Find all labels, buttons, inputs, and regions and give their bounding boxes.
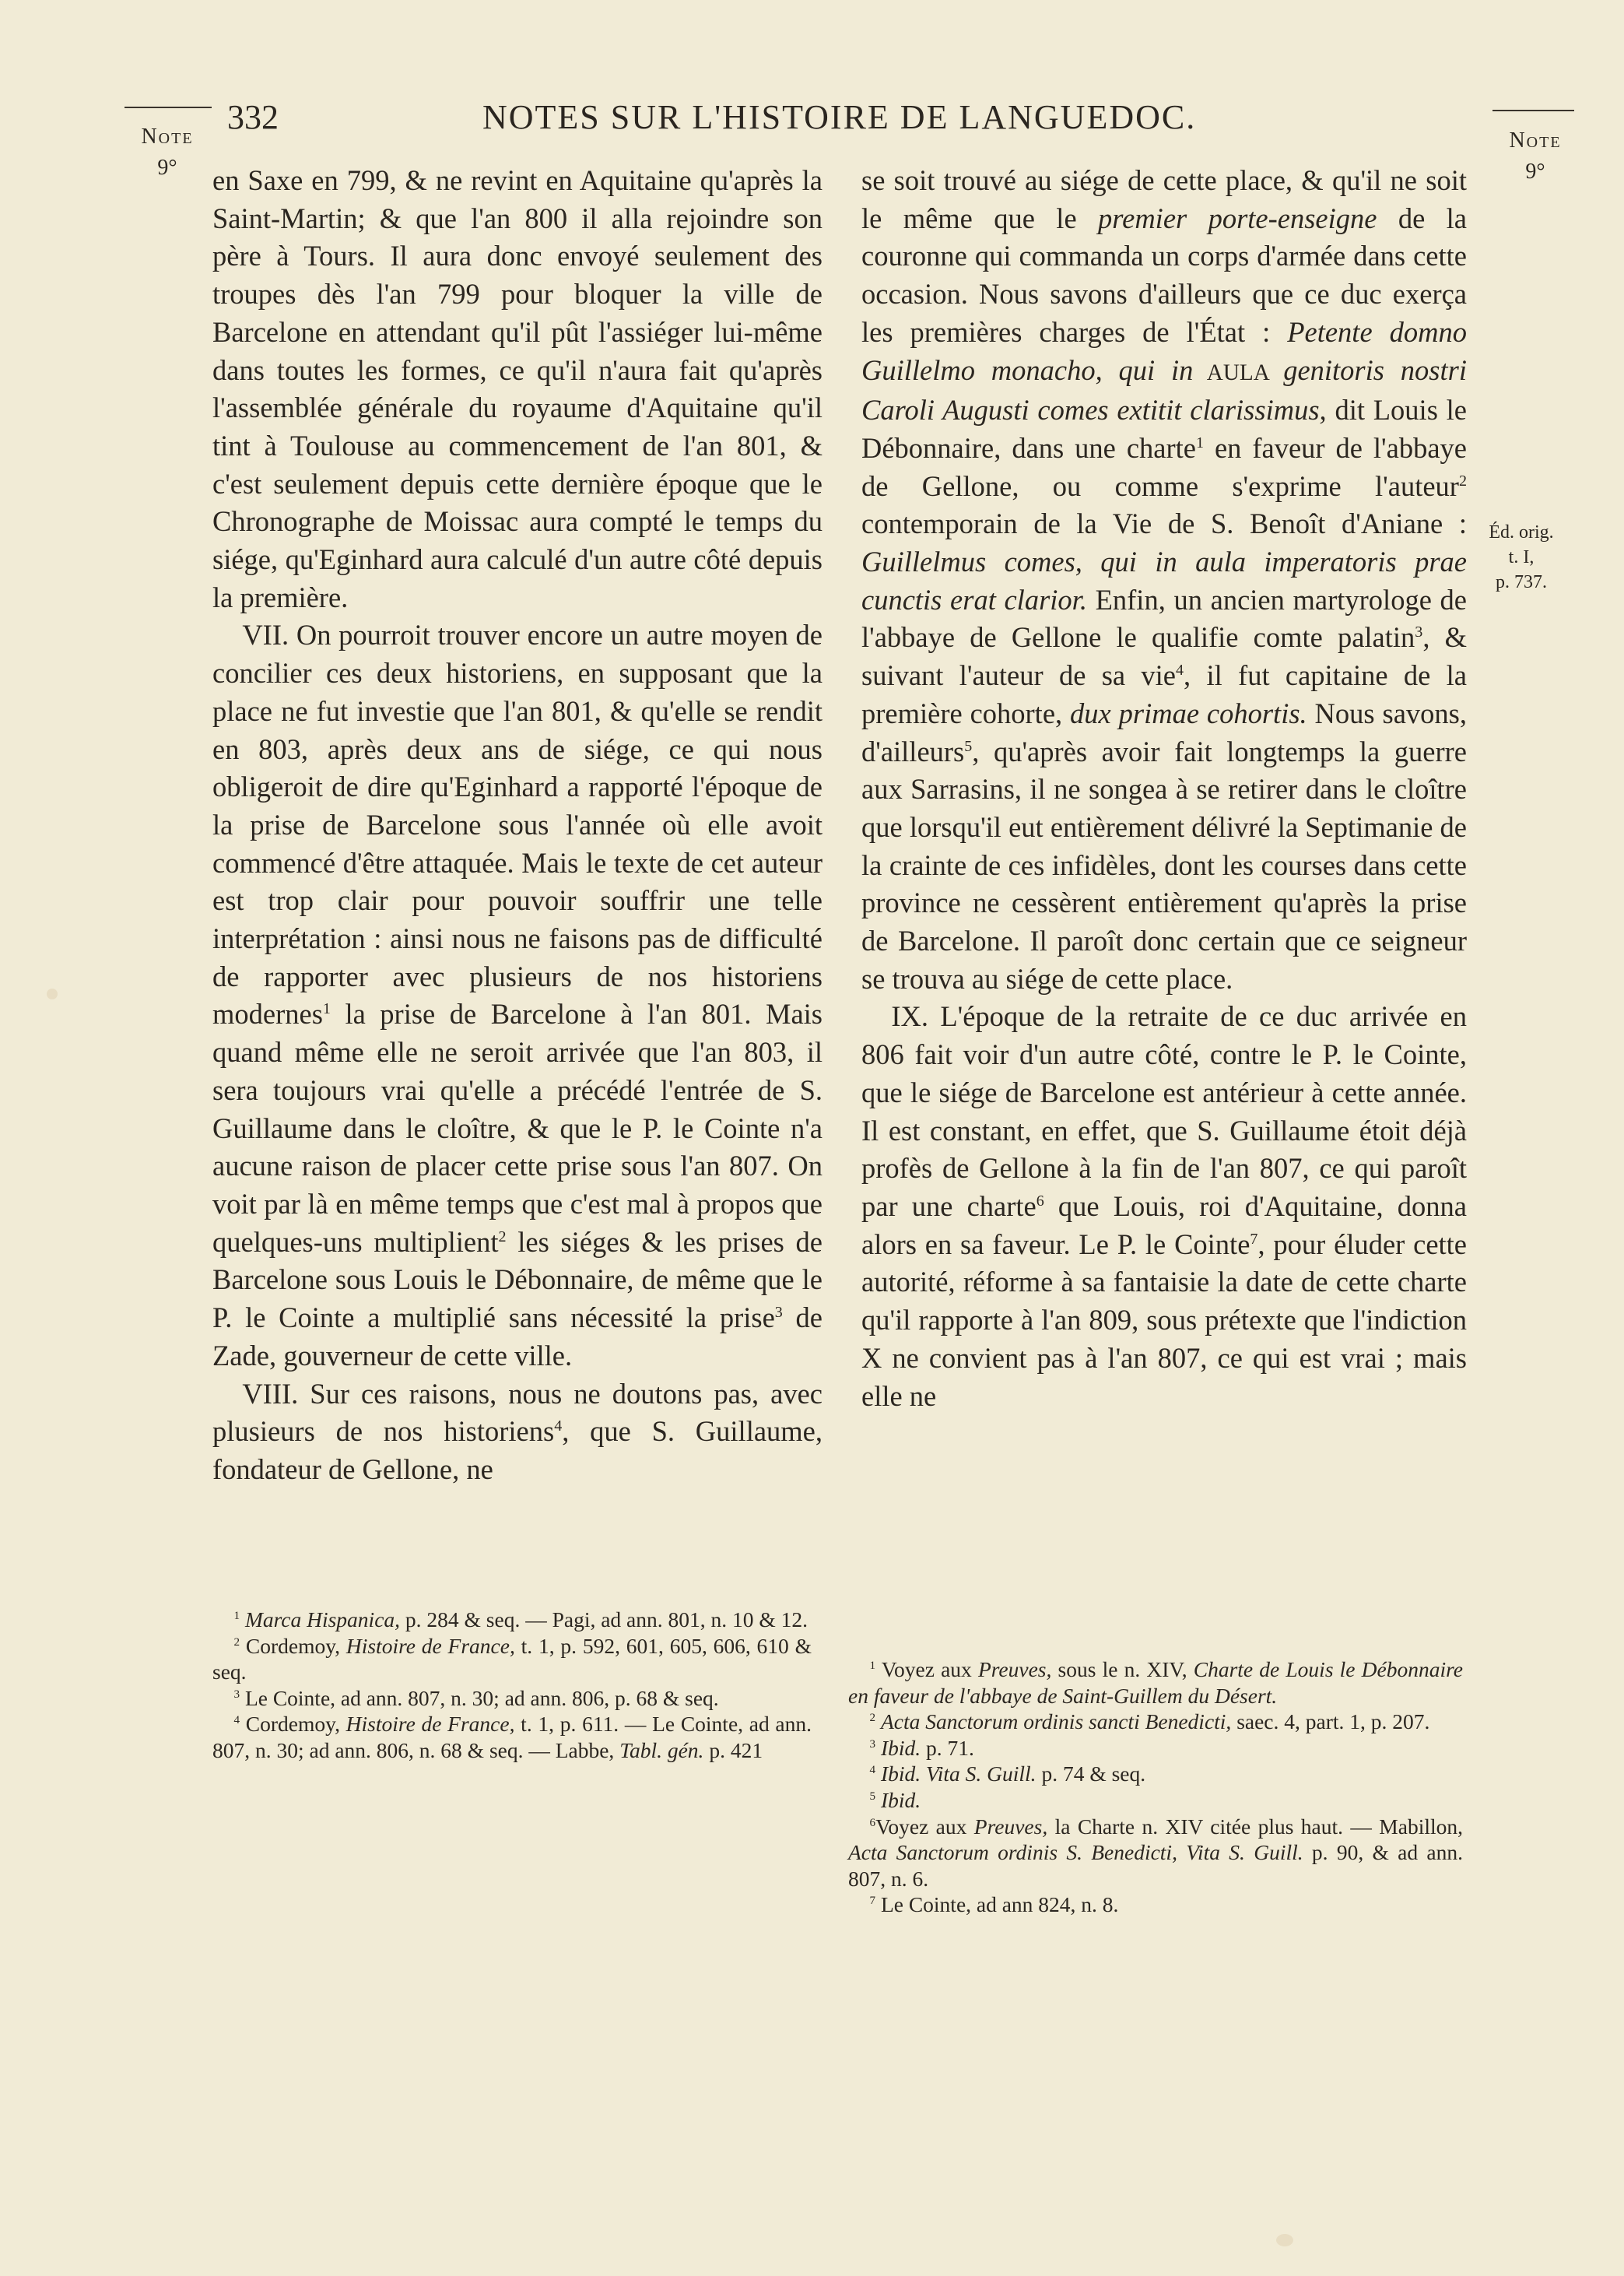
footnote — [848, 1656, 1463, 1709]
footnote-number: 4 — [233, 1714, 240, 1727]
italic-run: genitoris nostri Caroli Augusti comes extitit clarissimus, — [861, 353, 1467, 427]
text-run: en Saxe en 799, & ne revint en Aquitaine qu'après la Saint-Martin; & que l'an 800 il alla rejoindre son père à Tours. Il aura donc envoyé seulement des troupes dès l'an 799 pour bloquer la ville de Barcelone en attendant qu'il pût l'assiéger lui-même dans toutes les formes, ce qu'il n'aura fait qu'après l'assemblée générale du royaume d'Aquitaine qu'il tint à Toulouse au commencement de l'an 801, & c'est seulement depuis cette dernière époque que le Chronographe de Moissac aura compté le temps du siége, qu'Eginhard aura calculé d'un autre côté depuis la première. — [212, 164, 823, 613]
italic-run: Marca Hispanica, — [244, 1607, 401, 1631]
paragraph-vii — [212, 616, 823, 1375]
footnote-number: 1 — [233, 1609, 240, 1622]
margin-edition-line: p. 737. — [1496, 572, 1547, 592]
paper-stain — [1276, 2234, 1293, 2246]
text-run: de Zade, gouverneur de cette ville. — [212, 1301, 823, 1372]
text-run: Voyez aux — [875, 1657, 978, 1681]
footnote — [848, 1787, 1463, 1814]
paragraph — [861, 162, 1467, 998]
right-column — [861, 162, 1467, 1415]
note-number-left: 9° — [157, 156, 177, 180]
paragraph-ix — [861, 998, 1467, 1415]
text-run: Le Cointe, ad ann. 807, n. 30; ad ann. 806, p. 68 & seq. — [240, 1685, 719, 1710]
text-run: p. 90, & ad ann. 807, n. 6. — [848, 1840, 1463, 1891]
footnote-ref: 2 — [1458, 472, 1467, 490]
italic-run: dux primae cohortis. — [1070, 697, 1307, 729]
footnotes-right — [848, 1656, 1463, 1918]
text-run: de la couronne qui commanda un corps d'armée dans cette occasion. Nous savons d'ailleurs que ce duc exerça les premières charges de l'État : — [861, 202, 1467, 348]
footnote — [212, 1685, 812, 1712]
text-run: la Charte n. XIV citée plus haut. — Mabillon, — [1047, 1814, 1463, 1839]
note-label-right: Note — [1509, 128, 1562, 153]
text-run: sous le n. XIV, — [1051, 1657, 1194, 1681]
footnote-ref: 4 — [1176, 661, 1184, 679]
running-title: NOTES SUR L'HISTOIRE DE LANGUEDOC. — [482, 98, 1197, 136]
footnote-ref: 6 — [1036, 1192, 1044, 1210]
footnote-ref: 3 — [774, 1303, 783, 1321]
text-run: , pour éluder cette autorité, réforme à sa fantaisie la date de cette charte qu'il rapporte à l'an 809, sous prétexte que l'indiction X ne convient pas à l'an 807, ce qui est vrai ; mais elle ne — [861, 1228, 1468, 1412]
text-run: VIII. Sur ces raisons, nous ne doutons pas, avec plusieurs de nos historiens — [212, 1377, 823, 1448]
text-run: Le Cointe, ad ann 824, n. 8. — [875, 1892, 1119, 1917]
italic-run: Ibid. — [880, 1735, 921, 1760]
paragraph — [212, 162, 823, 616]
note-label-left: Note — [141, 125, 194, 149]
footnote-ref: 5 — [964, 737, 973, 755]
text-run: p. 284 & seq. — Pagi, ad ann. 801, n. 10 & 12. — [400, 1607, 808, 1631]
italic-run: Petente domno Guillelmo monacho, qui in — [861, 315, 1467, 386]
paper-stain — [47, 989, 58, 999]
italic-run: Histoire de France, — [345, 1633, 515, 1658]
footnote-number: 2 — [869, 1712, 876, 1725]
footnote — [212, 1633, 812, 1685]
italic-run: premier porte-enseigne — [1098, 202, 1377, 234]
margin-edition-line: t. I, — [1508, 547, 1535, 567]
text-run: , qu'après avoir fait longtemps la guerre aux Sarrasins, il ne songea à se retirer dans le cloître que lorsqu'il eut entièrement délivré la Septimanie de la crainte de ces infidèles, dont les courses dans cette province ne cessèrent entièrement qu'après la prise de Barcelone. Il paroît donc certain que ce seigneur se trouva au siége de cette place. — [861, 735, 1467, 995]
footnote-number: 3 — [233, 1688, 240, 1701]
text-run: , que S. Guillaume, fondateur de Gellone, ne — [212, 1415, 823, 1485]
text-run: saec. 4, part. 1, p. 207. — [1231, 1709, 1430, 1734]
italic-run: Ibid. Vita S. Guill. — [880, 1761, 1036, 1786]
footnote-ref: 4 — [554, 1417, 563, 1435]
text-run: t. 1, p. 592, 601, 605, 606, 610 & seq. — [212, 1633, 812, 1684]
text-run: p. 71. — [921, 1735, 974, 1760]
italic-run: Histoire de France, — [345, 1712, 515, 1737]
footnote — [848, 1709, 1463, 1735]
text-run: Cordemoy, — [240, 1712, 346, 1737]
footnote-number: 1 — [869, 1659, 876, 1672]
footnote-number: 7 — [869, 1895, 876, 1908]
text-run: IX. L'époque de la retraite de ce duc arrivée en 806 fait voir d'un autre côté, contre le P. le Cointe, que le siége de Barcelone est antérieur à cette année. Il est constant, en effet, que S. Guillaume étoit déjà profès de Gellone à la fin de l'an 807, ce qui paroît par une charte — [861, 1000, 1467, 1222]
text-run: , il fut capitaine de la première cohorte, — [861, 659, 1468, 729]
footnotes-left — [212, 1607, 812, 1764]
text-run: se soit trouvé au siége de cette place, & qu'il ne soit le même que le — [861, 164, 1467, 234]
header-rule-right — [1492, 110, 1574, 111]
italic-run: Charte de Louis le Débonnaire en faveur de l'abbaye de Saint-Guillem du Désert. — [848, 1657, 1464, 1708]
text-run: que Louis, roi d'Aquitaine, donna alors en sa faveur. Le P. le Cointe — [861, 1189, 1467, 1260]
text-run: la prise de Barcelone à l'an 801. Mais quand même elle ne seroit arrivée que l'an 803, il sera toujours vrai qu'elle a précédé l'entrée de S. Guillaume dans le cloître, & que le P. le Cointe n'a aucune raison de placer cette prise sous l'an 807. On voit par là en même temps que c'est mal à propos que quelques-uns multiplient — [212, 998, 823, 1258]
footnote — [848, 1891, 1463, 1918]
footnote-number: 4 — [869, 1764, 876, 1777]
text-run: , & suivant l'auteur de sa vie — [861, 621, 1467, 692]
left-column — [212, 162, 823, 1489]
text-run: Enfin, un ancien martyrologe de l'abbaye de Gellone le qualifie comte palatin — [861, 583, 1467, 654]
note-number-right: 9° — [1525, 160, 1545, 184]
margin-edition-reference — [1475, 520, 1568, 595]
text-run: Voyez aux — [875, 1814, 974, 1839]
footnote-number: 5 — [869, 1790, 876, 1803]
italic-run: Acta Sanctorum ordinis sancti Benedicti, — [880, 1709, 1232, 1734]
text-run: Cordemoy, — [240, 1633, 346, 1658]
page-number: 332 — [227, 98, 279, 136]
footnote-ref: 2 — [498, 1228, 507, 1245]
footnote — [848, 1814, 1463, 1892]
paragraph-viii — [212, 1375, 823, 1489]
footnote — [212, 1711, 812, 1763]
text-run: dit Louis le Débonnaire, dans une charte — [861, 394, 1468, 464]
italic-run: Ibid. — [880, 1787, 921, 1812]
footnote-number: 3 — [869, 1737, 876, 1751]
text-run: VII. On pourroit trouver encore un autre moyen de concilier ces deux historiens, en supposant que la place ne fut investie que l'an 801, & qu'elle se rendit en 803, après deux ans de siége, ce qui nous obligeroit de dire qu'Eginhard a rapporté l'époque de la prise de Barcelone sous l'année où elle avoit commencé d'être attaquée. Mais le texte de cet auteur est trop clair pour pouvoir souffrir une telle interprétation : ainsi nous ne faisons pas de difficulté de rapporter avec plusieurs de nos historiens modernes — [212, 619, 823, 1031]
footnote-ref: 1 — [1195, 434, 1205, 451]
footnote — [848, 1761, 1463, 1787]
footnote-ref: 3 — [1415, 623, 1423, 641]
italic-run: Tabl. gén. — [619, 1737, 704, 1762]
header-rule-left — [125, 107, 212, 108]
footnote-number: 2 — [233, 1635, 240, 1649]
text-run: en faveur de l'abbaye de Gellone, ou comme s'exprime l'auteur — [861, 431, 1467, 502]
footnote-ref: 7 — [1250, 1230, 1258, 1248]
footnote — [212, 1607, 812, 1633]
italic-run: Acta Sanctorum ordinis S. Benedicti, Vita S. Guill. — [848, 1840, 1303, 1865]
text-run: Nous savons, d'ailleurs — [861, 697, 1467, 767]
smallcaps-run: AULA — [1193, 360, 1284, 385]
italic-run: Guillelmus comes, qui in aula imperatoris prae cunctis erat clarior. — [861, 546, 1467, 616]
text-run: p. 421 — [703, 1737, 763, 1762]
text-run: contemporain de la Vie de S. Benoît d'Aniane : — [861, 508, 1467, 540]
margin-edition-line: Éd. orig. — [1489, 522, 1554, 543]
italic-run: Preuves, — [973, 1814, 1048, 1839]
italic-run: Preuves, — [977, 1657, 1052, 1681]
footnote-ref: 1 — [322, 1000, 331, 1018]
text-run: t. 1, p. 611. — Le Cointe, ad ann. 807, n. 30; ad ann. 806, n. 68 & seq. — Labbe, — [212, 1712, 812, 1762]
text-run: les siéges & les prises de Barcelone sous Louis le Débonnaire, de même que le P. le Cointe a multiplié sans nécessité la prise — [212, 1225, 823, 1334]
footnote — [848, 1735, 1463, 1761]
text-run: p. 74 & seq. — [1036, 1761, 1146, 1786]
footnote-number: 6 — [869, 1816, 876, 1829]
